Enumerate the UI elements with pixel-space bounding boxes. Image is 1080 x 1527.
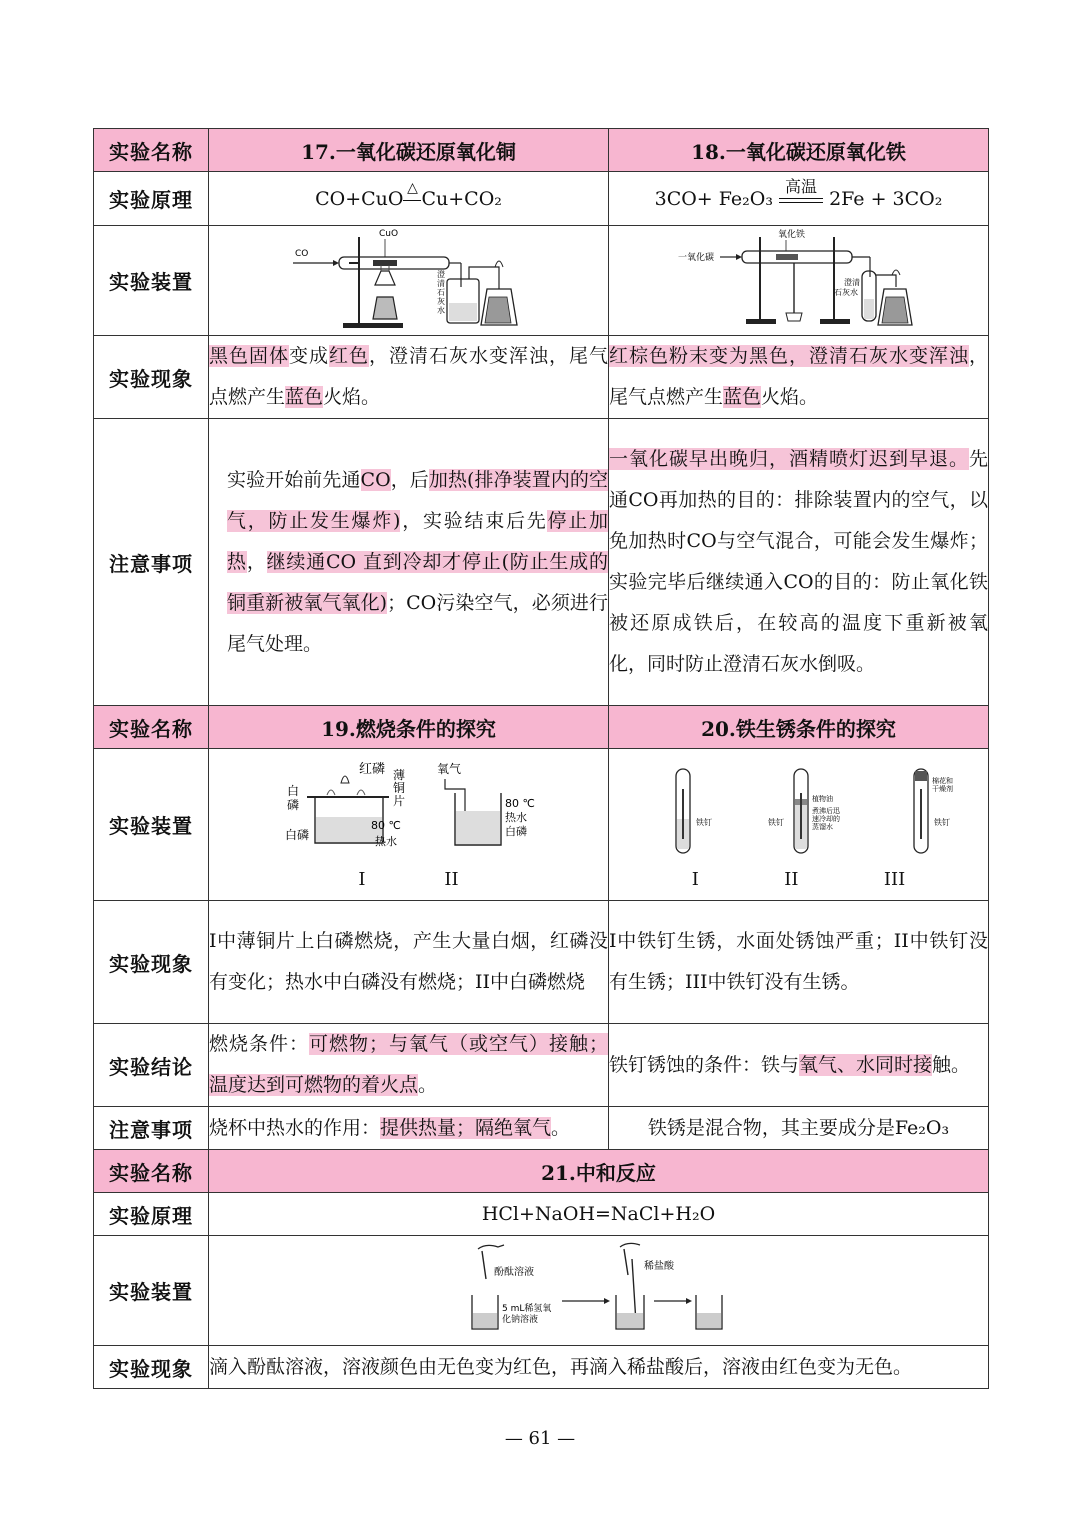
exp18-limewater-label: 澄清石灰水 xyxy=(833,277,860,297)
exp18-eq-right: 2Fe + 3CO₂ xyxy=(829,187,943,210)
experiment-table xyxy=(93,128,989,1389)
apparatus-row-19-20 xyxy=(94,749,989,901)
exp21-phenol: 酚酞溶液 xyxy=(493,1266,534,1278)
notes-row-19-20 xyxy=(94,1107,989,1150)
exp18-eq-condition: 高温 xyxy=(785,177,818,196)
exp17-note-t3: ，后 xyxy=(390,468,429,491)
exp18-phen-hl1: 红棕色粉末变为黑色，澄清石灰水变浑浊 xyxy=(609,345,969,367)
exp19-note-t3: 。 xyxy=(551,1116,571,1139)
exp18-phen-hl2: 蓝色 xyxy=(723,386,762,408)
apparatus-row-17-18 xyxy=(94,226,989,336)
exp20-apparatus-diagram xyxy=(634,759,964,863)
exp19-phenomenon: I中薄铜片上白磷燃烧，产生大量白烟，红磷没有变化；热水中白磷没有燃烧；II中白磷燃烧 xyxy=(209,901,609,1024)
exp17-eq-right: Cu+CO₂ xyxy=(421,187,502,210)
exp17-title: 17.一氧化碳还原氧化铜 xyxy=(209,129,609,172)
exp19-temp: 80 ℃ xyxy=(370,819,401,832)
title-row-21 xyxy=(94,1150,989,1193)
exp19-note-hl: 提供热量；隔绝氧气 xyxy=(380,1116,552,1139)
page-number: — 61 — xyxy=(504,1428,576,1449)
exp19-note-t1: 烧杯中热水的作用： xyxy=(209,1116,381,1139)
exp17-cuo-label: CuO xyxy=(378,228,398,239)
exp20-cap-2: II xyxy=(784,869,799,890)
exp20-title: 20.铁生锈条件的探究 xyxy=(609,706,989,749)
exp18-phen-t2: ，尾气点燃产生 xyxy=(609,345,988,408)
exp17-note-hl2: 加热(排净装置内的空气，防止发生爆炸) xyxy=(227,468,608,532)
exp20-oil: 植物油 xyxy=(811,795,833,803)
exp18-apparatus-diagram xyxy=(674,227,924,331)
exp17-phen-hl3: 蓝色 xyxy=(285,386,324,408)
exp17-equation xyxy=(209,172,609,226)
exp19-cap-1: I xyxy=(358,869,366,890)
title-row-17-18 xyxy=(94,129,989,172)
exp19-oxygen: 氧气 xyxy=(436,762,461,776)
exp20-conclusion xyxy=(609,1024,989,1107)
exp18-note-hl1: 一氧化碳早出晚归，酒精喷灯迟到早退。 xyxy=(609,448,969,470)
principle-row-17-18 xyxy=(94,172,989,226)
label-phenomenon-2: 实验现象 xyxy=(94,901,209,1024)
label-principle: 实验原理 xyxy=(94,172,209,226)
exp19-notes xyxy=(209,1107,609,1150)
exp19-concl-t3: 。 xyxy=(418,1074,438,1096)
exp20-cap-3: III xyxy=(883,869,906,890)
label-phenomenon: 实验现象 xyxy=(94,336,209,419)
exp18-notes xyxy=(609,419,989,706)
exp19-apparatus-diagram xyxy=(279,759,539,863)
exp19-red-p: 红磷 xyxy=(358,762,385,777)
label-apparatus-3: 实验装置 xyxy=(94,1236,209,1346)
exp19-concl-t1: 燃烧条件： xyxy=(209,1033,309,1055)
label-apparatus-2: 实验装置 xyxy=(94,749,209,901)
high-temp-condition xyxy=(779,177,823,203)
exp18-apparatus xyxy=(609,226,989,336)
label-name-3: 实验名称 xyxy=(94,1150,209,1193)
exp18-eq-left: 3CO+ Fe₂O₃ xyxy=(654,187,773,210)
exp21-apparatus xyxy=(209,1236,989,1346)
exp18-note-t2: 先通CO再加热的目的：排除装置内的空气，以免加热时CO与空气混合，可能会发生爆炸；实验完毕后继续通入CO的目的：防止氧化铁被还原成铁后，在较高的温度下重新被氧化，同时防止澄清石灰水倒吸。 xyxy=(609,448,988,675)
exp19-concl-hl: 可燃物；与氧气（或空气）接触；温度达到可燃物的着火点 xyxy=(209,1033,608,1096)
exp17-phen-hl2: 红色 xyxy=(329,345,369,367)
exp17-note-t1: 实验开始前先通 xyxy=(227,468,361,491)
exp19-conclusion xyxy=(209,1024,609,1107)
label-conclusion: 实验结论 xyxy=(94,1024,209,1107)
title-row-19-20 xyxy=(94,706,989,749)
exp17-apparatus xyxy=(209,226,609,336)
exp17-apparatus-diagram xyxy=(289,227,529,331)
label-apparatus: 实验装置 xyxy=(94,226,209,336)
exp21-apparatus-diagram xyxy=(464,1239,734,1339)
label-principle-2: 实验原理 xyxy=(94,1193,209,1236)
exp20-nail-1: 铁钉 xyxy=(695,818,712,827)
exp18-fe2o3-label: 氧化铁 xyxy=(777,229,805,240)
conclusion-row-19-20 xyxy=(94,1024,989,1107)
exp19-copper: 薄铜片 xyxy=(392,768,405,808)
exp21-phenomenon: 滴入酚酞溶液，溶液颜色由无色变为红色，再滴入稀盐酸后，溶液由红色变为无色。 xyxy=(209,1346,989,1389)
exp21-hcl: 稀盐酸 xyxy=(643,1260,674,1272)
heat-delta-symbol: △ xyxy=(403,198,421,201)
exp19-apparatus xyxy=(209,749,609,901)
exp19-white-p-top: 白磷 xyxy=(286,784,299,812)
exp20-cotton: 棉花和干燥剂 xyxy=(931,777,953,793)
exp17-note-t5: ，实验结束后先 xyxy=(400,509,548,532)
exp19-temp2: 80 ℃ xyxy=(504,797,535,810)
label-phenomenon-3: 实验现象 xyxy=(94,1346,209,1389)
exp17-phen-hl1: 黑色固体 xyxy=(209,345,289,367)
exp17-co-label: CO xyxy=(294,248,308,259)
exp18-phen-t4: 火焰。 xyxy=(761,386,819,408)
exp17-phen-t6: 火焰。 xyxy=(323,386,381,408)
exp20-boiled-water: 煮沸后迅速冷却的蒸馏水 xyxy=(811,807,840,831)
exp18-phenomenon xyxy=(609,336,989,419)
exp20-phenomenon: I中铁钉生锈，水面处锈蚀严重；II中铁钉没有生锈；III中铁钉没有生锈。 xyxy=(609,901,989,1024)
exp20-nail-2: 铁钉 xyxy=(767,818,784,827)
exp19-cap-2: II xyxy=(444,869,459,890)
phenomenon-row-19-20 xyxy=(94,901,989,1024)
exp17-phen-t2: 变成 xyxy=(289,345,329,367)
exp19-hot-water2: 热水 xyxy=(504,811,527,824)
exp18-co-label: 一氧化碳 xyxy=(677,252,714,263)
exp17-note-hl4: 继续通CO 直到冷却才停止(防止生成的铜重新被氧气氧化) xyxy=(227,550,608,614)
label-notes-2: 注意事项 xyxy=(94,1107,209,1150)
exp19-captions xyxy=(209,869,608,890)
exp19-white-p2: 白磷 xyxy=(504,825,527,838)
exp17-phenomenon xyxy=(209,336,609,419)
label-notes: 注意事项 xyxy=(94,419,209,706)
exp18-equation xyxy=(609,172,989,226)
label-name: 实验名称 xyxy=(94,129,209,172)
exp21-equation: HCl+NaOH=NaCl+H₂O xyxy=(209,1193,989,1236)
exp20-nail-3: 铁钉 xyxy=(933,818,950,827)
exp17-note-t9: ；CO污染空气，必须进行尾气处理。 xyxy=(227,591,608,655)
phenomenon-row-17-18 xyxy=(94,336,989,419)
exp18-title: 18.一氧化碳还原氧化铁 xyxy=(609,129,989,172)
exp20-concl-t1: 铁钉锈蚀的条件：铁与 xyxy=(609,1053,800,1076)
exp20-apparatus xyxy=(609,749,989,901)
principle-row-21 xyxy=(94,1193,989,1236)
exp19-hot-water: 热水 xyxy=(374,835,397,848)
exp20-concl-t3: 触。 xyxy=(932,1053,971,1076)
exp17-note-hl3: 停止加热 xyxy=(227,509,608,573)
exp20-concl-hl: 氧气、水同时接 xyxy=(799,1053,933,1076)
exp17-notes xyxy=(209,419,609,706)
exp21-title: 21.中和反应 xyxy=(209,1150,989,1193)
exp20-notes: 铁锈是混合物，其主要成分是Fe₂O₃ xyxy=(609,1107,989,1150)
label-name-2: 实验名称 xyxy=(94,706,209,749)
phenomenon-row-21 xyxy=(94,1346,989,1389)
apparatus-row-21 xyxy=(94,1236,989,1346)
exp21-naoh: 5 mL稀氢氧化钠溶液 xyxy=(501,1303,551,1325)
exp20-captions xyxy=(609,869,988,890)
exp19-title: 19.燃烧条件的探究 xyxy=(209,706,609,749)
exp17-eq-left: CO+CuO xyxy=(315,187,404,210)
exp17-note-t7: ， xyxy=(246,550,267,573)
notes-row-17-18 xyxy=(94,419,989,706)
exp17-limewater-label: 澄清石灰水 xyxy=(436,269,445,315)
exp19-white-p-bottom: 白磷 xyxy=(284,828,309,842)
exp17-note-hl1: CO xyxy=(360,468,391,491)
exp17-phen-t4: ，澄清石灰水变浑浊，尾气点燃产生 xyxy=(209,345,608,408)
exp20-cap-1: I xyxy=(691,869,699,890)
